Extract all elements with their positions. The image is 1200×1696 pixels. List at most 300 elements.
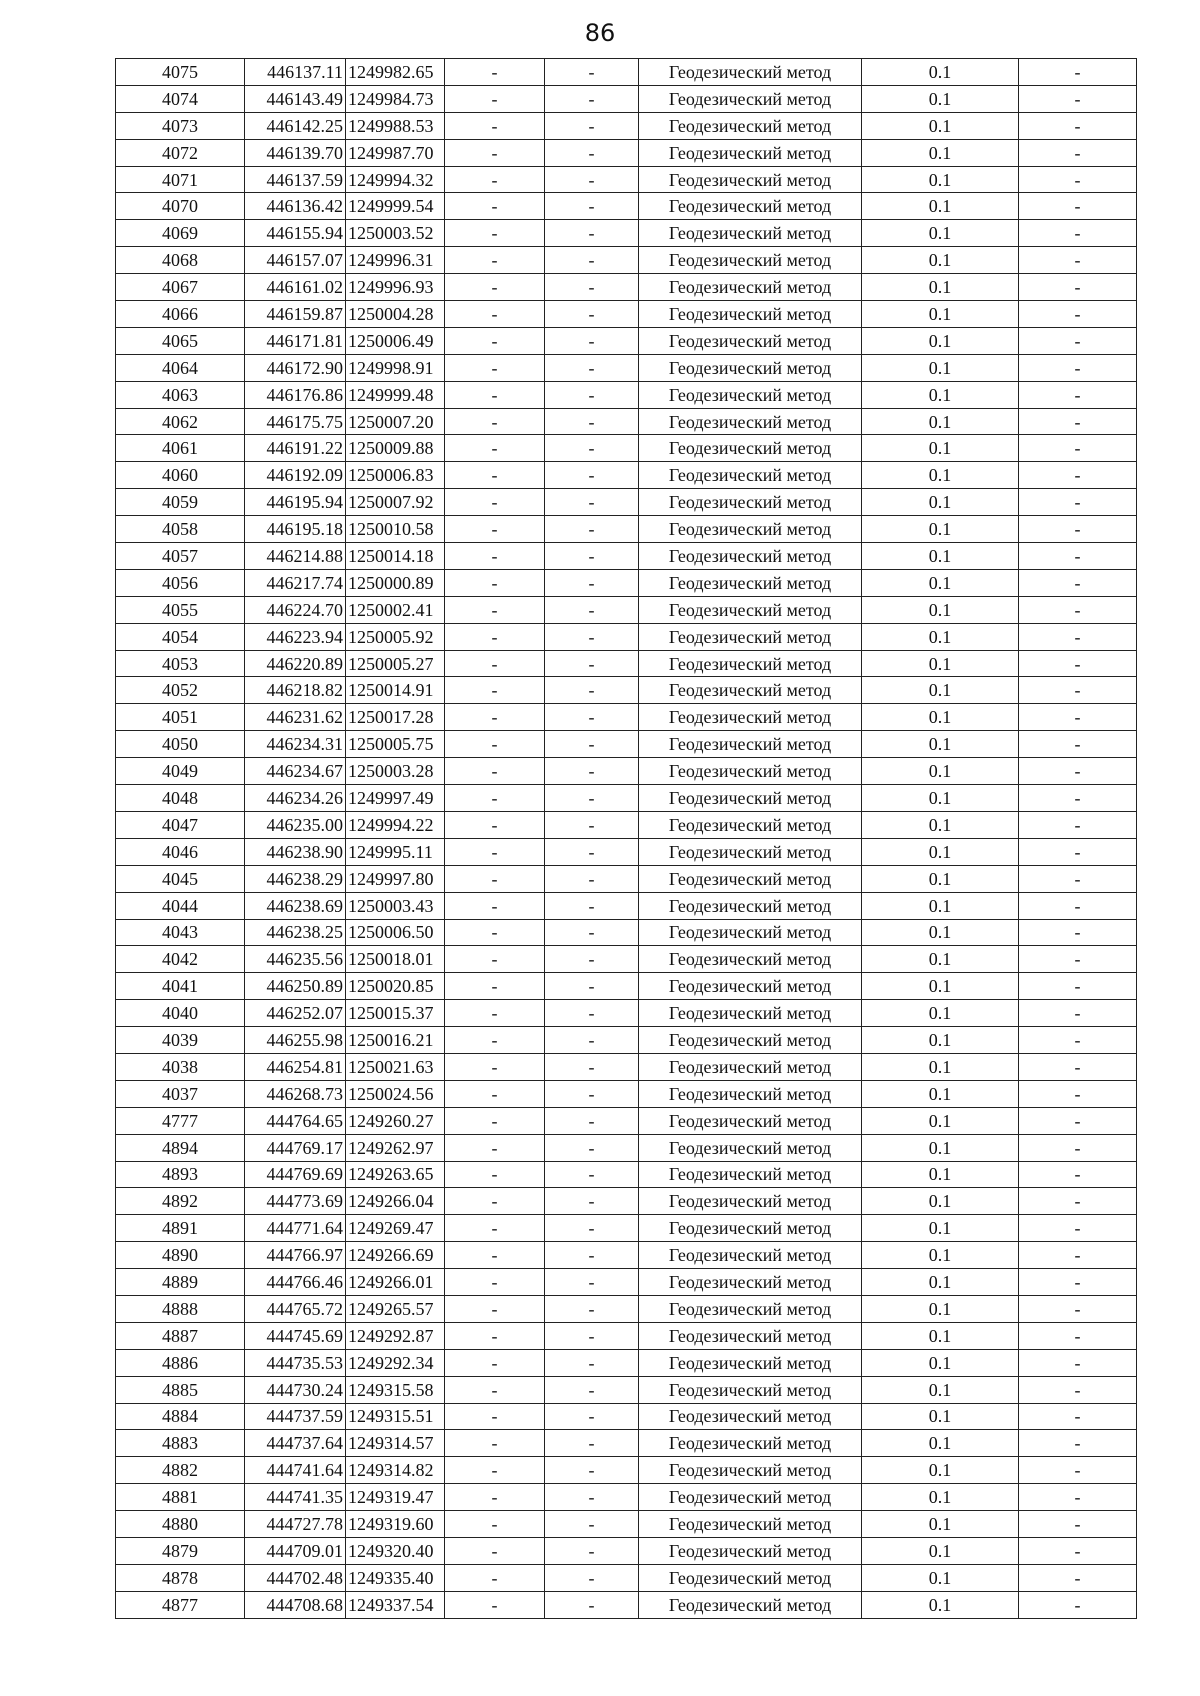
accuracy-cell: 0.1: [862, 1564, 1019, 1591]
point-number-cell: 4055: [116, 596, 245, 623]
method-cell: Геодезический метод: [639, 85, 862, 112]
point-number-cell: 4064: [116, 354, 245, 381]
empty-value-cell: -: [445, 1322, 545, 1349]
method-cell: Геодезический метод: [639, 1349, 862, 1376]
method-cell: Геодезический метод: [639, 543, 862, 570]
accuracy-cell: 0.1: [862, 220, 1019, 247]
empty-value-cell: -: [545, 569, 639, 596]
accuracy-cell: 0.1: [862, 516, 1019, 543]
y-coordinate-cell: 1249265.57: [346, 1295, 445, 1322]
x-coordinate-cell: 444764.65: [245, 1107, 346, 1134]
empty-value-cell: -: [545, 677, 639, 704]
x-coordinate-cell: 446234.67: [245, 758, 346, 785]
accuracy-cell: 0.1: [862, 650, 1019, 677]
empty-value-cell: -: [445, 354, 545, 381]
empty-value-cell: -: [545, 1027, 639, 1054]
accuracy-cell: 0.1: [862, 1511, 1019, 1538]
accuracy-cell: 0.1: [862, 1349, 1019, 1376]
point-number-cell: 4885: [116, 1376, 245, 1403]
empty-value-cell: -: [445, 650, 545, 677]
table-row: [116, 220, 1137, 247]
x-coordinate-cell: 446234.31: [245, 731, 346, 758]
point-number-cell: 4888: [116, 1295, 245, 1322]
empty-value-cell: -: [545, 1188, 639, 1215]
table-row: [116, 1107, 1137, 1134]
empty-value-cell: -: [545, 1484, 639, 1511]
empty-value-cell: -: [445, 59, 545, 86]
empty-value-cell: -: [1019, 381, 1137, 408]
empty-value-cell: -: [545, 865, 639, 892]
empty-value-cell: -: [545, 1537, 639, 1564]
empty-value-cell: -: [545, 946, 639, 973]
method-cell: Геодезический метод: [639, 1591, 862, 1618]
x-coordinate-cell: 444765.72: [245, 1295, 346, 1322]
table-row: [116, 811, 1137, 838]
table-row: [116, 543, 1137, 570]
point-number-cell: 4047: [116, 811, 245, 838]
point-number-cell: 4068: [116, 247, 245, 274]
x-coordinate-cell: 446143.49: [245, 85, 346, 112]
point-number-cell: 4053: [116, 650, 245, 677]
empty-value-cell: -: [445, 838, 545, 865]
empty-value-cell: -: [445, 1188, 545, 1215]
y-coordinate-cell: 1250010.58: [346, 516, 445, 543]
x-coordinate-cell: 446238.29: [245, 865, 346, 892]
empty-value-cell: -: [1019, 569, 1137, 596]
x-coordinate-cell: 446214.88: [245, 543, 346, 570]
empty-value-cell: -: [445, 1080, 545, 1107]
empty-value-cell: -: [1019, 623, 1137, 650]
empty-value-cell: -: [445, 1000, 545, 1027]
table-row: [116, 1457, 1137, 1484]
table-row: [116, 435, 1137, 462]
method-cell: Геодезический метод: [639, 112, 862, 139]
empty-value-cell: -: [445, 865, 545, 892]
point-number-cell: 4067: [116, 274, 245, 301]
empty-value-cell: -: [445, 1376, 545, 1403]
method-cell: Геодезический метод: [639, 596, 862, 623]
empty-value-cell: -: [1019, 112, 1137, 139]
empty-value-cell: -: [1019, 1269, 1137, 1296]
empty-value-cell: -: [545, 838, 639, 865]
accuracy-cell: 0.1: [862, 1242, 1019, 1269]
x-coordinate-cell: 444727.78: [245, 1511, 346, 1538]
method-cell: Геодезический метод: [639, 1430, 862, 1457]
table-row: [116, 489, 1137, 516]
point-number-cell: 4041: [116, 973, 245, 1000]
method-cell: Геодезический метод: [639, 1215, 862, 1242]
empty-value-cell: -: [1019, 1080, 1137, 1107]
empty-value-cell: -: [445, 193, 545, 220]
empty-value-cell: -: [545, 408, 639, 435]
point-number-cell: 4062: [116, 408, 245, 435]
y-coordinate-cell: 1250000.89: [346, 569, 445, 596]
method-cell: Геодезический метод: [639, 408, 862, 435]
point-number-cell: 4051: [116, 704, 245, 731]
y-coordinate-cell: 1250006.50: [346, 919, 445, 946]
method-cell: Геодезический метод: [639, 892, 862, 919]
point-number-cell: 4039: [116, 1027, 245, 1054]
method-cell: Геодезический метод: [639, 785, 862, 812]
accuracy-cell: 0.1: [862, 1134, 1019, 1161]
empty-value-cell: -: [445, 1511, 545, 1538]
accuracy-cell: 0.1: [862, 1403, 1019, 1430]
method-cell: Геодезический метод: [639, 247, 862, 274]
table-row: [116, 973, 1137, 1000]
empty-value-cell: -: [545, 112, 639, 139]
method-cell: Геодезический метод: [639, 811, 862, 838]
x-coordinate-cell: 446191.22: [245, 435, 346, 462]
empty-value-cell: -: [545, 811, 639, 838]
accuracy-cell: 0.1: [862, 327, 1019, 354]
table-row: [116, 1269, 1137, 1296]
table-row: [116, 59, 1137, 86]
empty-value-cell: -: [445, 892, 545, 919]
empty-value-cell: -: [1019, 1215, 1137, 1242]
y-coordinate-cell: 1249292.87: [346, 1322, 445, 1349]
empty-value-cell: -: [1019, 327, 1137, 354]
empty-value-cell: -: [545, 85, 639, 112]
x-coordinate-cell: 446136.42: [245, 193, 346, 220]
accuracy-cell: 0.1: [862, 354, 1019, 381]
empty-value-cell: -: [1019, 193, 1137, 220]
empty-value-cell: -: [445, 946, 545, 973]
table-row: [116, 919, 1137, 946]
y-coordinate-cell: 1249982.65: [346, 59, 445, 86]
accuracy-cell: 0.1: [862, 408, 1019, 435]
empty-value-cell: -: [545, 1107, 639, 1134]
empty-value-cell: -: [445, 758, 545, 785]
page-number: 86: [584, 19, 616, 47]
y-coordinate-cell: 1249996.31: [346, 247, 445, 274]
accuracy-cell: 0.1: [862, 85, 1019, 112]
method-cell: Геодезический метод: [639, 381, 862, 408]
empty-value-cell: -: [445, 1242, 545, 1269]
point-number-cell: 4074: [116, 85, 245, 112]
method-cell: Геодезический метод: [639, 1564, 862, 1591]
y-coordinate-cell: 1249994.22: [346, 811, 445, 838]
method-cell: Геодезический метод: [639, 1269, 862, 1296]
point-number-cell: 4038: [116, 1053, 245, 1080]
x-coordinate-cell: 444730.24: [245, 1376, 346, 1403]
method-cell: Геодезический метод: [639, 704, 862, 731]
table-row: [116, 381, 1137, 408]
empty-value-cell: -: [1019, 1537, 1137, 1564]
empty-value-cell: -: [545, 1564, 639, 1591]
empty-value-cell: -: [545, 623, 639, 650]
method-cell: Геодезический метод: [639, 1537, 862, 1564]
method-cell: Геодезический метод: [639, 838, 862, 865]
empty-value-cell: -: [1019, 973, 1137, 1000]
table-row: [116, 946, 1137, 973]
accuracy-cell: 0.1: [862, 838, 1019, 865]
accuracy-cell: 0.1: [862, 166, 1019, 193]
method-cell: Геодезический метод: [639, 274, 862, 301]
table-row: [116, 85, 1137, 112]
empty-value-cell: -: [445, 1134, 545, 1161]
accuracy-cell: 0.1: [862, 1107, 1019, 1134]
x-coordinate-cell: 446217.74: [245, 569, 346, 596]
accuracy-cell: 0.1: [862, 1537, 1019, 1564]
point-number-cell: 4878: [116, 1564, 245, 1591]
y-coordinate-cell: 1250003.43: [346, 892, 445, 919]
point-number-cell: 4893: [116, 1161, 245, 1188]
empty-value-cell: -: [545, 327, 639, 354]
empty-value-cell: -: [1019, 1295, 1137, 1322]
y-coordinate-cell: 1250021.63: [346, 1053, 445, 1080]
empty-value-cell: -: [445, 1457, 545, 1484]
empty-value-cell: -: [1019, 865, 1137, 892]
table-row: [116, 1591, 1137, 1618]
x-coordinate-cell: 446220.89: [245, 650, 346, 677]
empty-value-cell: -: [1019, 1053, 1137, 1080]
method-cell: Геодезический метод: [639, 166, 862, 193]
empty-value-cell: -: [445, 1161, 545, 1188]
x-coordinate-cell: 444773.69: [245, 1188, 346, 1215]
empty-value-cell: -: [545, 1269, 639, 1296]
x-coordinate-cell: 446254.81: [245, 1053, 346, 1080]
method-cell: Геодезический метод: [639, 1080, 862, 1107]
empty-value-cell: -: [545, 274, 639, 301]
x-coordinate-cell: 446252.07: [245, 1000, 346, 1027]
empty-value-cell: -: [545, 220, 639, 247]
y-coordinate-cell: 1249335.40: [346, 1564, 445, 1591]
table-row: [116, 354, 1137, 381]
empty-value-cell: -: [445, 274, 545, 301]
x-coordinate-cell: 446238.69: [245, 892, 346, 919]
y-coordinate-cell: 1249314.57: [346, 1430, 445, 1457]
empty-value-cell: -: [445, 462, 545, 489]
x-coordinate-cell: 446250.89: [245, 973, 346, 1000]
empty-value-cell: -: [1019, 650, 1137, 677]
method-cell: Геодезический метод: [639, 1000, 862, 1027]
y-coordinate-cell: 1249994.32: [346, 166, 445, 193]
y-coordinate-cell: 1249999.54: [346, 193, 445, 220]
x-coordinate-cell: 446142.25: [245, 112, 346, 139]
empty-value-cell: -: [545, 1591, 639, 1618]
x-coordinate-cell: 444766.97: [245, 1242, 346, 1269]
y-coordinate-cell: 1249262.97: [346, 1134, 445, 1161]
accuracy-cell: 0.1: [862, 1027, 1019, 1054]
point-number-cell: 4071: [116, 166, 245, 193]
x-coordinate-cell: 446137.59: [245, 166, 346, 193]
x-coordinate-cell: 444709.01: [245, 1537, 346, 1564]
empty-value-cell: -: [545, 193, 639, 220]
empty-value-cell: -: [545, 543, 639, 570]
empty-value-cell: -: [1019, 1564, 1137, 1591]
method-cell: Геодезический метод: [639, 1457, 862, 1484]
point-number-cell: 4061: [116, 435, 245, 462]
point-number-cell: 4072: [116, 139, 245, 166]
point-number-cell: 4044: [116, 892, 245, 919]
accuracy-cell: 0.1: [862, 596, 1019, 623]
point-number-cell: 4073: [116, 112, 245, 139]
x-coordinate-cell: 446155.94: [245, 220, 346, 247]
x-coordinate-cell: 446235.00: [245, 811, 346, 838]
empty-value-cell: -: [445, 1269, 545, 1296]
point-number-cell: 4052: [116, 677, 245, 704]
y-coordinate-cell: 1249987.70: [346, 139, 445, 166]
point-number-cell: 4882: [116, 1457, 245, 1484]
table-row: [116, 569, 1137, 596]
method-cell: Геодезический метод: [639, 919, 862, 946]
y-coordinate-cell: 1250005.75: [346, 731, 445, 758]
empty-value-cell: -: [445, 811, 545, 838]
y-coordinate-cell: 1249292.34: [346, 1349, 445, 1376]
empty-value-cell: -: [545, 1457, 639, 1484]
table-row: [116, 139, 1137, 166]
y-coordinate-cell: 1250016.21: [346, 1027, 445, 1054]
empty-value-cell: -: [1019, 543, 1137, 570]
accuracy-cell: 0.1: [862, 677, 1019, 704]
point-number-cell: 4045: [116, 865, 245, 892]
table-row: [116, 1349, 1137, 1376]
table-row: [116, 247, 1137, 274]
table-row: [116, 596, 1137, 623]
empty-value-cell: -: [545, 516, 639, 543]
x-coordinate-cell: 444737.64: [245, 1430, 346, 1457]
x-coordinate-cell: 444735.53: [245, 1349, 346, 1376]
empty-value-cell: -: [445, 704, 545, 731]
empty-value-cell: -: [1019, 301, 1137, 328]
accuracy-cell: 0.1: [862, 919, 1019, 946]
method-cell: Геодезический метод: [639, 516, 862, 543]
empty-value-cell: -: [545, 1403, 639, 1430]
empty-value-cell: -: [445, 1215, 545, 1242]
accuracy-cell: 0.1: [862, 59, 1019, 86]
x-coordinate-cell: 444745.69: [245, 1322, 346, 1349]
y-coordinate-cell: 1249266.04: [346, 1188, 445, 1215]
accuracy-cell: 0.1: [862, 1188, 1019, 1215]
empty-value-cell: -: [1019, 838, 1137, 865]
x-coordinate-cell: 446195.18: [245, 516, 346, 543]
y-coordinate-cell: 1249319.47: [346, 1484, 445, 1511]
y-coordinate-cell: 1249263.65: [346, 1161, 445, 1188]
empty-value-cell: -: [1019, 59, 1137, 86]
empty-value-cell: -: [545, 785, 639, 812]
accuracy-cell: 0.1: [862, 1295, 1019, 1322]
y-coordinate-cell: 1250018.01: [346, 946, 445, 973]
empty-value-cell: -: [545, 139, 639, 166]
point-number-cell: 4060: [116, 462, 245, 489]
method-cell: Геодезический метод: [639, 59, 862, 86]
empty-value-cell: -: [445, 1430, 545, 1457]
y-coordinate-cell: 1249996.93: [346, 274, 445, 301]
empty-value-cell: -: [545, 1511, 639, 1538]
table-row: [116, 1161, 1137, 1188]
accuracy-cell: 0.1: [862, 623, 1019, 650]
accuracy-cell: 0.1: [862, 1215, 1019, 1242]
empty-value-cell: -: [545, 166, 639, 193]
x-coordinate-cell: 446172.90: [245, 354, 346, 381]
empty-value-cell: -: [1019, 1000, 1137, 1027]
empty-value-cell: -: [1019, 1188, 1137, 1215]
empty-value-cell: -: [1019, 247, 1137, 274]
method-cell: Геодезический метод: [639, 1376, 862, 1403]
x-coordinate-cell: 446192.09: [245, 462, 346, 489]
empty-value-cell: -: [545, 596, 639, 623]
empty-value-cell: -: [445, 1349, 545, 1376]
table-row: [116, 408, 1137, 435]
method-cell: Геодезический метод: [639, 1107, 862, 1134]
empty-value-cell: -: [445, 596, 545, 623]
empty-value-cell: -: [1019, 1349, 1137, 1376]
y-coordinate-cell: 1250006.49: [346, 327, 445, 354]
table-row: [116, 462, 1137, 489]
empty-value-cell: -: [1019, 1484, 1137, 1511]
empty-value-cell: -: [1019, 785, 1137, 812]
method-cell: Геодезический метод: [639, 973, 862, 1000]
empty-value-cell: -: [1019, 274, 1137, 301]
empty-value-cell: -: [1019, 139, 1137, 166]
accuracy-cell: 0.1: [862, 1430, 1019, 1457]
method-cell: Геодезический метод: [639, 193, 862, 220]
point-number-cell: 4050: [116, 731, 245, 758]
y-coordinate-cell: 1249998.91: [346, 354, 445, 381]
empty-value-cell: -: [445, 1107, 545, 1134]
accuracy-cell: 0.1: [862, 704, 1019, 731]
empty-value-cell: -: [1019, 1134, 1137, 1161]
y-coordinate-cell: 1249999.48: [346, 381, 445, 408]
method-cell: Геодезический метод: [639, 623, 862, 650]
empty-value-cell: -: [545, 1215, 639, 1242]
method-cell: Геодезический метод: [639, 1511, 862, 1538]
x-coordinate-cell: 446159.87: [245, 301, 346, 328]
y-coordinate-cell: 1249337.54: [346, 1591, 445, 1618]
empty-value-cell: -: [1019, 1403, 1137, 1430]
table-row: [116, 516, 1137, 543]
accuracy-cell: 0.1: [862, 112, 1019, 139]
method-cell: Геодезический метод: [639, 327, 862, 354]
empty-value-cell: -: [1019, 220, 1137, 247]
point-number-cell: 4037: [116, 1080, 245, 1107]
point-number-cell: 4777: [116, 1107, 245, 1134]
y-coordinate-cell: 1249266.69: [346, 1242, 445, 1269]
x-coordinate-cell: 446234.26: [245, 785, 346, 812]
empty-value-cell: -: [445, 623, 545, 650]
table-row: [116, 1295, 1137, 1322]
method-cell: Геодезический метод: [639, 1322, 862, 1349]
accuracy-cell: 0.1: [862, 758, 1019, 785]
empty-value-cell: -: [445, 166, 545, 193]
empty-value-cell: -: [445, 731, 545, 758]
point-number-cell: 4049: [116, 758, 245, 785]
method-cell: Геодезический метод: [639, 1188, 862, 1215]
point-number-cell: 4046: [116, 838, 245, 865]
table-row: [116, 838, 1137, 865]
method-cell: Геодезический метод: [639, 1053, 862, 1080]
empty-value-cell: -: [545, 973, 639, 1000]
y-coordinate-cell: 1250020.85: [346, 973, 445, 1000]
empty-value-cell: -: [1019, 166, 1137, 193]
empty-value-cell: -: [545, 1349, 639, 1376]
y-coordinate-cell: 1249260.27: [346, 1107, 445, 1134]
accuracy-cell: 0.1: [862, 1484, 1019, 1511]
accuracy-cell: 0.1: [862, 731, 1019, 758]
x-coordinate-cell: 446171.81: [245, 327, 346, 354]
x-coordinate-cell: 446176.86: [245, 381, 346, 408]
point-number-cell: 4891: [116, 1215, 245, 1242]
empty-value-cell: -: [545, 462, 639, 489]
x-coordinate-cell: 446218.82: [245, 677, 346, 704]
empty-value-cell: -: [1019, 1511, 1137, 1538]
empty-value-cell: -: [1019, 85, 1137, 112]
accuracy-cell: 0.1: [862, 1591, 1019, 1618]
accuracy-cell: 0.1: [862, 973, 1019, 1000]
accuracy-cell: 0.1: [862, 1322, 1019, 1349]
empty-value-cell: -: [445, 1484, 545, 1511]
point-number-cell: 4066: [116, 301, 245, 328]
